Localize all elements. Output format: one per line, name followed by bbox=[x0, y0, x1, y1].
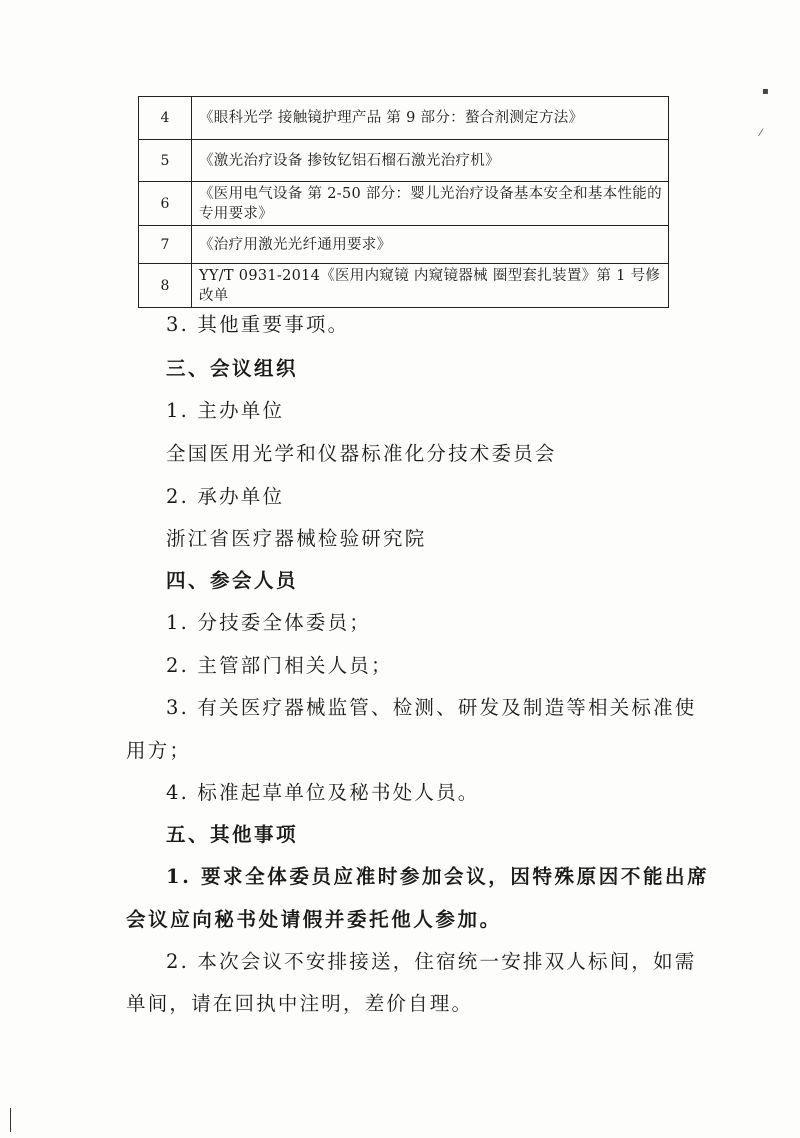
scan-edge-line bbox=[10, 1108, 11, 1132]
other-item-2-line1: 2. 本次会议不安排接送，住宿统一安排双人标间，如需 bbox=[166, 950, 697, 973]
table-row bbox=[139, 264, 669, 308]
organizer-label: 1. 主办单位 bbox=[166, 399, 285, 422]
other-item-1-line2: 会议应向秘书处请假并委托他人参加。 bbox=[126, 908, 502, 931]
host-value: 浙江省医疗器械检验研究院 bbox=[166, 527, 427, 550]
section-5-heading: 五、其他事项 bbox=[166, 823, 299, 846]
section-4-heading: 四、参会人员 bbox=[166, 569, 299, 592]
row-number: 5 bbox=[139, 140, 192, 182]
standard-title: 《激光治疗设备 掺钕钇铝石榴石激光治疗机》 bbox=[192, 140, 669, 182]
section-3-heading: 三、会议组织 bbox=[166, 357, 299, 380]
row-number: 8 bbox=[139, 264, 192, 308]
attendee-item-3-line2: 用方； bbox=[126, 739, 192, 762]
scan-speck: ⁄ bbox=[760, 128, 762, 139]
row-number: 7 bbox=[139, 226, 192, 264]
row-number: 4 bbox=[139, 97, 192, 140]
standard-title: YY/T 0931-2014《医用内窥镜 内窥镜器械 圈型套扎装置》第 1 号修改单 bbox=[192, 264, 669, 308]
host-label: 2. 承办单位 bbox=[166, 485, 285, 508]
row-number: 6 bbox=[139, 182, 192, 226]
standard-title: 《治疗用激光光纤通用要求》 bbox=[192, 226, 669, 264]
standard-title: 《医用电气设备 第 2-50 部分：婴儿光治疗设备基本安全和基本性能的专用要求》 bbox=[192, 182, 669, 226]
attendee-item-3-line1: 3. 有关医疗器械监管、检测、研发及制造等相关标准使 bbox=[166, 696, 697, 719]
table-row bbox=[139, 182, 669, 226]
attendee-item-4: 4. 标准起草单位及秘书处人员。 bbox=[166, 781, 480, 804]
standard-title: 《眼科光学 接触镜护理产品 第 9 部分：螯合剂测定方法》 bbox=[192, 97, 669, 140]
standards-table bbox=[138, 96, 669, 308]
table-row bbox=[139, 226, 669, 264]
other-item-1-line1: 1. 要求全体委员应准时参加会议，因特殊原因不能出席 bbox=[166, 865, 710, 888]
agenda-item-3: 3. 其他重要事项。 bbox=[166, 313, 350, 336]
attendee-item-2: 2. 主管部门相关人员； bbox=[166, 654, 393, 677]
table-row bbox=[139, 97, 669, 140]
table-row bbox=[139, 140, 669, 182]
scan-speck: ▪ bbox=[762, 86, 769, 97]
attendee-item-1: 1. 分技委全体委员； bbox=[166, 611, 372, 634]
other-item-2-line2: 单间，请在回执中注明，差价自理。 bbox=[126, 992, 474, 1015]
organizer-value: 全国医用光学和仪器标准化分技术委员会 bbox=[166, 442, 557, 465]
